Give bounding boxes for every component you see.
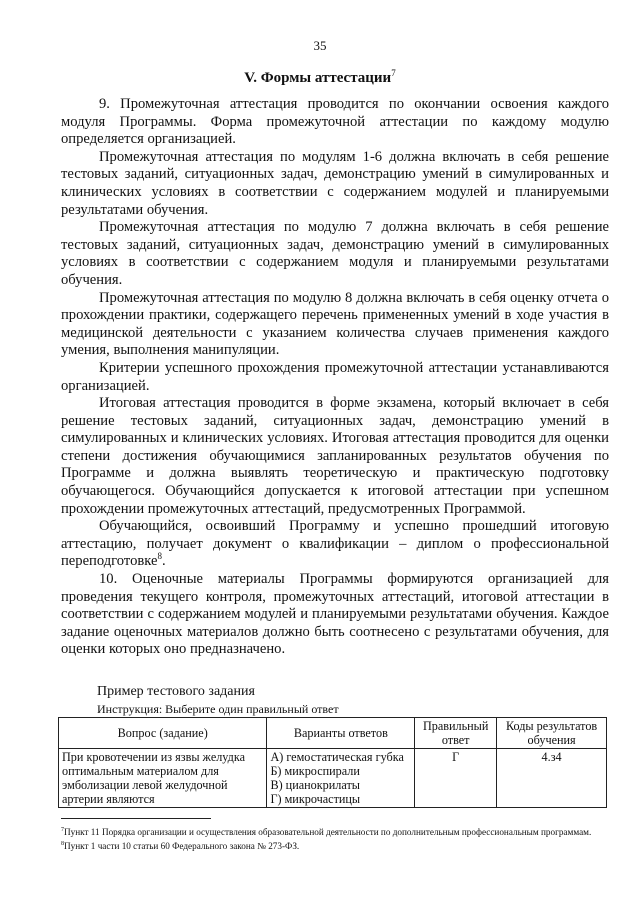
footnote-7-text: Пункт 11 Порядка организации и осуществления образовательной деятельности по дополнительным профессиональным программам. — [64, 827, 592, 838]
example-title: Пример тестового задания — [97, 684, 255, 699]
test-task-table — [58, 717, 607, 808]
option-d: Г) микрочастицы — [270, 792, 361, 806]
body-text — [61, 96, 609, 659]
footnote-ref-8: 8 — [157, 551, 162, 562]
option-b: Б) микроспирали — [270, 764, 360, 778]
option-a: А) гемостатическая губка — [270, 750, 404, 764]
footnote-8-text: Пункт 1 части 10 статьи 60 Федерального закона № 273-ФЗ. — [64, 841, 300, 852]
option-c: В) цианокрилаты — [270, 778, 360, 792]
cell-options — [267, 749, 415, 808]
footnotes — [61, 824, 609, 852]
section-heading — [0, 68, 640, 87]
footnote-ref-7: 7 — [391, 68, 396, 78]
paragraph-criteria: Критерии успешного прохождения промежуточной аттестации устанавливаются организацией. — [61, 359, 609, 394]
header-question: Вопрос (задание) — [59, 718, 267, 749]
paragraph-diploma — [61, 518, 609, 571]
paragraph-9: 9. Промежуточная аттестация проводится по окончании освоения каждого модуля Программы. Форма промежуточной аттестации по каждому модулю определяется организацией. — [61, 96, 609, 148]
footnote-8-ref: 8 — [61, 841, 64, 848]
paragraph-diploma-text: Обучающийся, освоивший Программу и успешно прошедший итоговую аттестацию, получает документ о квалификации – диплом о профессиональной переподготовке — [61, 518, 609, 570]
table-header-row — [59, 718, 607, 749]
cell-question: При кровотечении из язвы желудка оптимальным материалом для эмболизации левой желудочной артерии являются — [59, 749, 267, 808]
header-options: Варианты ответов — [267, 718, 415, 749]
example-instruction: Инструкция: Выберите один правильный ответ — [97, 702, 339, 716]
section-title: V. Формы аттестации — [244, 70, 392, 86]
cell-codes: 4.з4 — [497, 749, 607, 808]
header-answer: Правильный ответ — [415, 718, 497, 749]
paragraph-modules-1-6: Промежуточная аттестация по модулям 1-6 должна включать в себя решение тестовых заданий, ситуационных задач, демонстрацию умений в симулированных и клинических условиях в соответствии с содержанием модулей и планируемыми результатами обучения. — [61, 148, 609, 218]
footnote-7 — [61, 824, 609, 838]
paragraph-module-8: Промежуточная аттестация по модулю 8 должна включать в себя оценку отчета о прохождении практики, содержащего перечень примененных умений в ходе участия в медицинской деятельности с указанием количества случаев применения каждого умения, выполнения манипуляции. — [61, 289, 609, 359]
cell-answer: Г — [415, 749, 497, 808]
paragraph-module-7: Промежуточная аттестация по модулю 7 должна включать в себя решение тестовых заданий, ситуационных задач, демонстрацию умений в симулированных условиях в соответствии с содержанием модуля и планируемыми результатами обучения. — [61, 219, 609, 288]
footnote-7-ref: 7 — [61, 827, 64, 833]
paragraph-10: 10. Оценочные материалы Программы формируются организацией для проведения текущего контроля, промежуточных аттестаций, итоговой аттестации в соответствии с содержанием модулей и планируемыми результатами обучения. Каждое задание оценочных материалов должно быть соотнесено с результатами обучения, для оценки которых оно предназначено. — [61, 571, 609, 658]
paragraph-diploma-end: . — [161, 553, 166, 570]
table-row — [59, 749, 607, 808]
header-codes: Коды результатов обучения — [497, 718, 607, 749]
footnote-divider — [61, 818, 211, 819]
paragraph-final-attestation: Итоговая аттестация проводится в форме экзамена, который включает в себя решение тестовых заданий, ситуационных задач, демонстрацию умений в симулированных и клинических условиях. Итоговая аттестация проводится для оценки степени достижения обучающимися запланированных результатов обучения по Программе и должна выявлять теоретическую и практическую подготовку обучающегося. Обучающийся допускается к итоговой аттестации при успешном прохождении промежуточных аттестаций, предусмотренных Программой. — [61, 395, 609, 517]
footnote-8 — [61, 838, 609, 852]
page-number: 35 — [313, 38, 327, 53]
